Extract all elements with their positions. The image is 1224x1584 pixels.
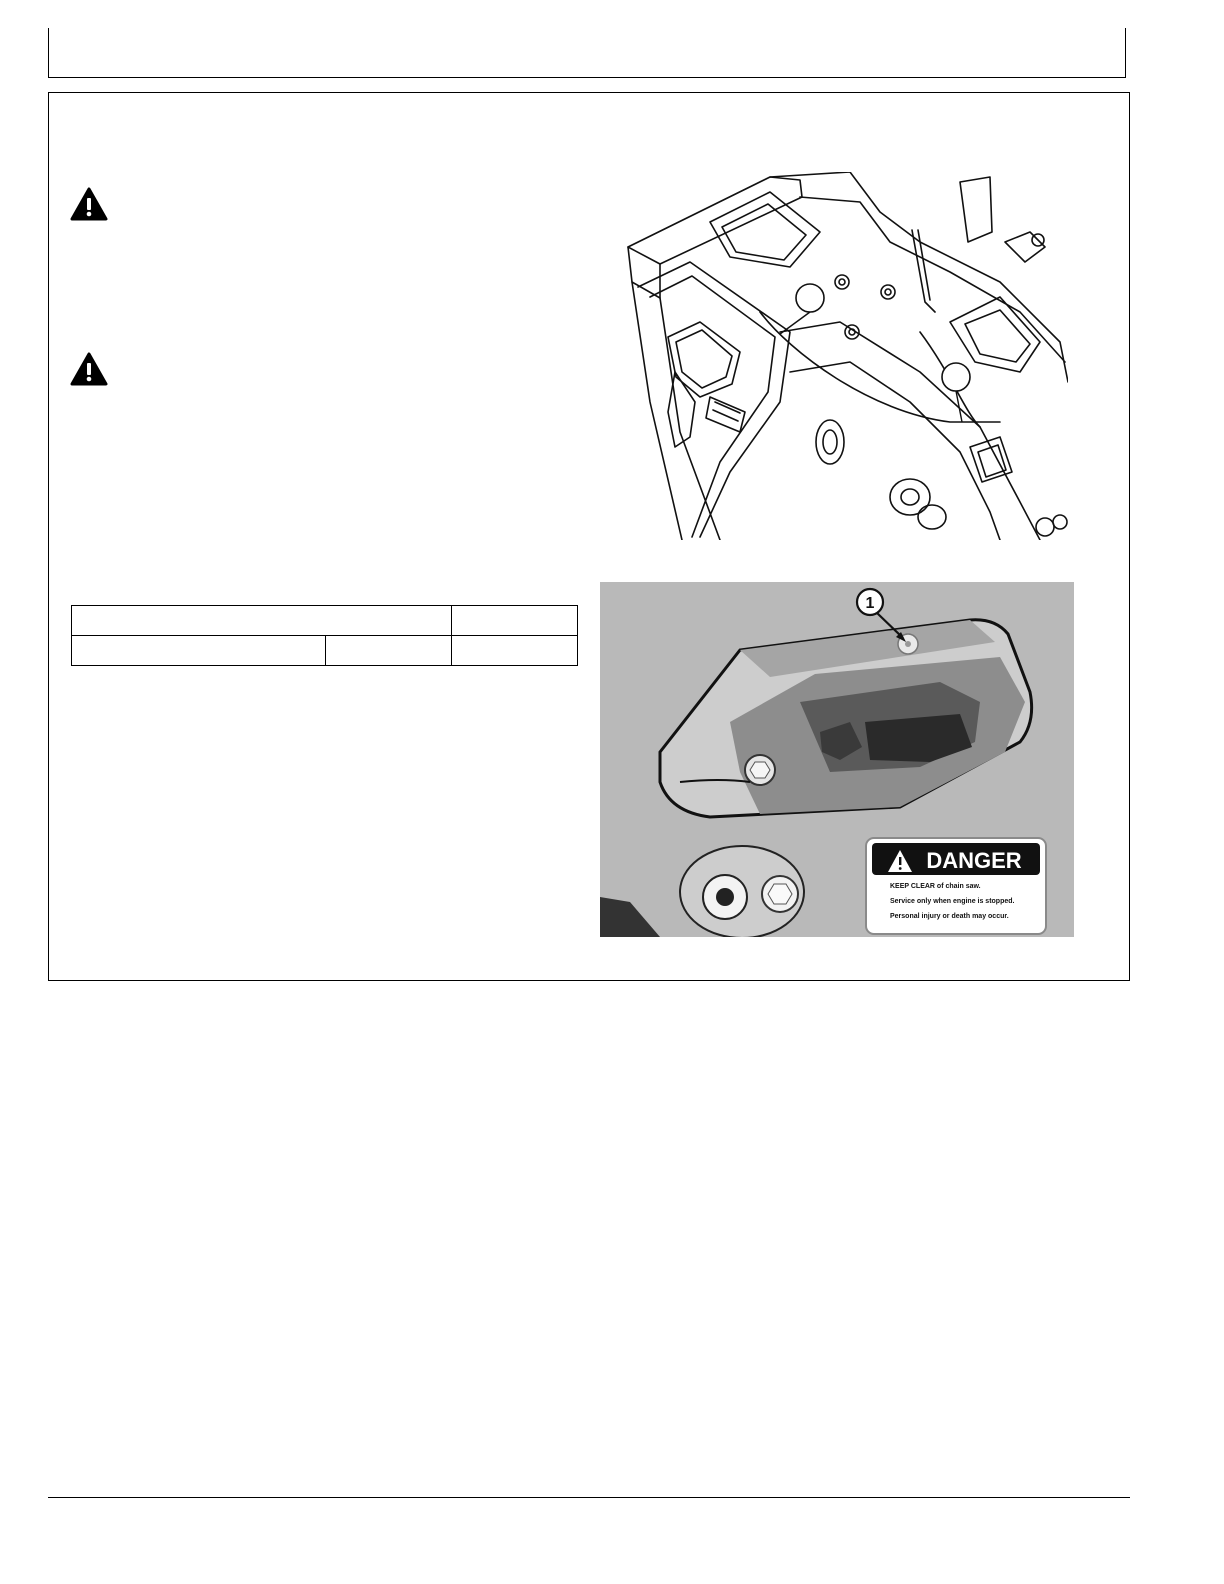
callout-number: 1 (865, 595, 875, 612)
footer-rule (48, 1497, 1130, 1498)
table-cell (72, 636, 326, 666)
header-frame (48, 28, 1126, 78)
table-row (72, 606, 578, 636)
table-cell (326, 636, 452, 666)
specification-table (71, 605, 578, 666)
danger-line: Service only when engine is stopped. (890, 898, 1015, 905)
danger-line: KEEP CLEAR of chain saw. (890, 883, 981, 890)
callout-circle (942, 363, 970, 391)
warning-triangle-icon (70, 187, 108, 221)
table-cell (452, 606, 578, 636)
table-cell (72, 606, 452, 636)
callout-circle (796, 284, 824, 312)
danger-line: Personal injury or death may occur. (890, 913, 1009, 920)
warning-triangle-icon (70, 352, 108, 386)
frame-line-drawing (620, 172, 1068, 540)
danger-heading: DANGER (926, 848, 1022, 873)
access-panel-photo (600, 582, 1074, 937)
table-row (72, 636, 578, 666)
table-cell (452, 636, 578, 666)
